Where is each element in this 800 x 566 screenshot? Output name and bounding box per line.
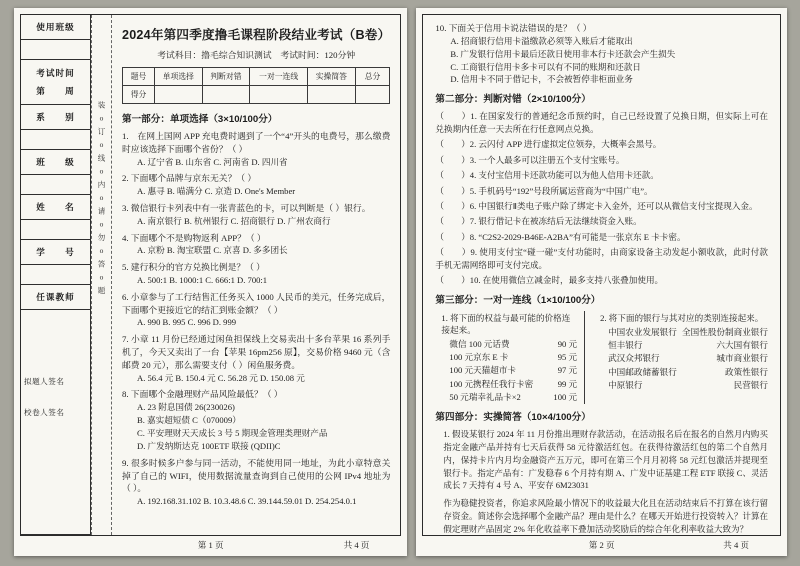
judgment-item-6: （ ）6. 中国银行Ⅱ类电子账户除了绑定卡入金外，还可以从微信支付宝提现入金。: [435, 201, 758, 212]
practical-question-paragraph-1: 1. 假设某银行 2024 年 11 月份推出理财存款活动，在活动报名后在报名的自然月内购买指定金融产品并持有七天后获得 58 元待激活红包。在获得待激活红包的第二个自然月内，保持卡片内月均金融资产五万元，即可在第三个月月初将 58 元红包激活并提现至银行卡。指定产品有：广发稳春 6 个月持有期 A、广发中证基建工程 ETF 联接 C、灵活成长 7 天持有 4 号 A、平安存 6M23031: [443, 429, 768, 491]
match-pair: [608, 352, 768, 365]
option-line: B. 嘉实超短债 C（070009）: [137, 415, 241, 426]
match-left: 微信 100 元话费: [449, 338, 510, 349]
score-empty-cell: [250, 86, 308, 104]
question-setter-signature-label: 拟题人签名: [24, 377, 65, 386]
name-field: [20, 219, 91, 240]
score-header-cell: 判断对错: [202, 68, 250, 86]
option-line: A. 56.4 元 B. 150.4 元 C. 56.28 元 D. 150.08 元: [137, 372, 305, 383]
option-line: A. 23 附息国债 26(230026): [137, 402, 235, 413]
judgment-item-4: （ ）4. 支付宝信用卡还款功能可以为他人信用卡还款。: [435, 170, 659, 181]
match-left: 武汉众邦银行: [608, 353, 660, 364]
question-text: 8. 下面哪个金融理财产品风险最低？（ ）: [122, 389, 283, 400]
score-header-cell: 一对一连线: [250, 68, 308, 86]
question-text: 2. 下面哪个品牌与京东无关？（ ）: [122, 173, 257, 184]
name-label: 姓 名: [20, 194, 91, 220]
option-line: A. 京粉 B. 淘宝联盟 C. 京喜 D. 多多团长: [137, 245, 288, 256]
match-right: 城市商业银行: [716, 353, 768, 364]
binding-line-strip: [91, 15, 112, 535]
match-pair: [608, 326, 768, 339]
binding-line-text: 装o订o线o内o请o勿o答o题: [97, 101, 106, 299]
score-empty-cell: [308, 86, 356, 104]
matching-column-banks-categories: [585, 311, 768, 405]
page-number: 第 1 页: [197, 540, 224, 550]
score-table-header-row: [123, 68, 390, 86]
question-3: [122, 202, 390, 228]
option-line: B. 广发银行信用卡最后还款日使用非本行卡还款会产生损失: [450, 48, 676, 59]
question-9: [122, 457, 390, 508]
exam-page-1: [14, 8, 407, 556]
match-left: 中原银行: [608, 380, 643, 390]
question-text: 4. 下面哪个不是购物返利 APP？（ ）: [122, 232, 266, 243]
match-right: 政策性银行: [725, 366, 768, 377]
judgment-item-3: （ ）3. 一个人最多可以注册五个支付宝账号。: [435, 154, 625, 165]
match-pair: [449, 364, 577, 377]
question-7: [122, 333, 390, 384]
section-1-heading: 第一部分：单项选择（3×10/100分）: [122, 114, 278, 125]
section-3-heading: 第三部分：一对一连线（1×10/100分）: [435, 294, 601, 306]
match-pair: [449, 378, 577, 391]
student-id-label: 学 号: [20, 239, 91, 265]
section-4-heading: 第四部分：实操简答（10×4/100分）: [435, 412, 591, 424]
question-text: 5. 建行积分的官方兑换比例是？（ ）: [122, 262, 265, 273]
proofreader-signature-label: 校卷人签名: [24, 408, 65, 417]
score-header-cell: 题号: [123, 68, 155, 86]
question-1: [122, 130, 390, 168]
option-line: D. 信用卡不同于借记卡，不会被暂停非柜面业务: [450, 74, 633, 85]
match-pair: [608, 366, 768, 379]
exam-time-label: 考试时间: [36, 68, 75, 78]
practical-question-paragraph-2: 作为稳健投资者，你追求风险最小情况下的收益最大化且在活动结束后不打算在该行留存资金。简述你会选择哪个金融产品？理由是什么？在哪天开始进行投资转入？计算在假定理财产品固定 2% 年化收益率下叠加活动奖励后的综合年化利率收益大致为？: [443, 498, 768, 534]
judgment-item-2: （ ）2. 云闪付 APP 进行虚拟定位领券，大概率会黑号。: [435, 139, 662, 150]
match-pair: [449, 351, 577, 364]
exam-page-2: [416, 8, 787, 556]
question-text: 10. 下面关于信用卡说法错误的是？（ ）: [435, 23, 592, 33]
question-5: [122, 261, 390, 287]
page-2-frame: [422, 14, 781, 536]
score-empty-cell: [202, 86, 250, 104]
score-table: [122, 67, 390, 104]
option-line: A. 192.168.31.102 B. 10.3.48.6 C. 39.144.59.01 D. 254.254.0.1: [137, 496, 357, 507]
match-left: 50 元瑞幸礼品卡×2: [449, 392, 521, 402]
total-pages: 共 4 页: [343, 540, 370, 550]
exam-subtitle: 考试科目：撸毛综合知识测试 考试时间：120分钟: [157, 50, 356, 60]
page-number: 第 2 页: [588, 540, 615, 550]
judgment-item-10: （ ）10. 在使用微信立减金时，最多支持八张叠加使用。: [435, 275, 664, 286]
student-info-sidebar: [21, 15, 91, 535]
match-pair: [449, 338, 577, 351]
exam-time-box: [20, 59, 91, 105]
score-header-cell: 总分: [355, 68, 390, 86]
exam-title: 2024年第四季度撸毛课程阶段结业考试（B卷）: [122, 28, 391, 42]
match-right: 100 元: [553, 392, 578, 402]
match-left: 100 元京东 E 卡: [449, 352, 509, 363]
question-text: 9. 很多时候多户参与同一活动，不能使用同一地址，为此小章特意关掉了自己的 WIFI，使用数据流量查询到自己使用的公网 IPv4 地址为（ ）。: [122, 457, 391, 494]
option-line: A. 990 B. 995 C. 996 D. 999: [137, 317, 237, 328]
score-header-cell: 单项选择: [155, 68, 203, 86]
use-class-field: [20, 39, 91, 60]
judgment-item-7: （ ）7. 银行借记卡在被冻结后无法继续资金入账。: [435, 216, 642, 227]
question-6: [122, 291, 390, 329]
judgment-item-1: （ ）1. 在国家发行的普通纪念币预约时，自己已经设置了兑换日期，但实际上可在兑换期内任意一天去所在行任意网点兑换。: [435, 111, 768, 134]
judgment-item-9: （ ）9. 使用支付宝“碰一碰”支付功能时，由商家设备主动发起小额收款，此时付款手机无需网络即可支付完成。: [435, 247, 768, 270]
score-header-cell: 实操简答: [308, 68, 356, 86]
option-line: C. 工商银行信用卡多卡可以有不同的账期和还款日: [450, 61, 641, 72]
score-row-label: 得分: [123, 86, 155, 104]
matching-intro: 1. 将下面的权益与最可能的价格连接起来。: [441, 312, 571, 335]
option-line: C. 平安理财天天成长 3 号 5 期现金管理类理财产品: [137, 428, 328, 439]
score-table-score-row: [123, 86, 390, 104]
matching-column-rights-prices: [435, 311, 585, 405]
student-id-field: [20, 264, 91, 285]
page-1-content: [112, 15, 400, 535]
question-2: [122, 172, 390, 198]
matching-area: [435, 311, 768, 405]
class-label: 班 级: [20, 149, 91, 175]
match-pair: [449, 391, 577, 404]
match-left: 中国农业发展银行: [608, 326, 677, 337]
question-text: 3. 微信银行卡列表中有一张青蓝色的卡，可以判断是（ ）银行。: [122, 203, 371, 214]
signature-box: [20, 309, 91, 535]
match-pair: [608, 339, 768, 352]
matching-intro: 2. 将下面的银行与其对应的类别连接起来。: [600, 312, 764, 323]
question-text: 1. 在网上国网 APP 充电费时遇到了一个“4”开头的电费号，那么缴费时应该选择下面哪个省份？（ ）: [122, 131, 391, 154]
option-line: A. 南京银行 B. 杭州银行 C. 招商银行 D. 广州农商行: [137, 215, 331, 226]
option-line: A. 惠寻 B. 喵满分 C. 京造 D. One's Member: [137, 186, 296, 197]
page-2-footer: [416, 539, 787, 553]
option-line: A. 辽宁省 B. 山东省 C. 河南省 D. 四川省: [137, 156, 288, 167]
match-right: 99 元: [557, 378, 578, 389]
score-empty-cell: [155, 86, 203, 104]
option-line: A. 500:1 B. 1000:1 C. 666:1 D. 700:1: [137, 275, 268, 286]
match-left: 100 元天猫超市卡: [449, 365, 517, 376]
total-pages: 共 4 页: [723, 540, 749, 550]
match-right: 六大国有银行: [716, 340, 768, 351]
judgment-item-8: （ ）8. “C2S2-2029-B46E-A2BA”有可能是一张京东 E 卡卡密。: [435, 231, 686, 242]
question-10: [435, 22, 768, 86]
option-line: D. 广发纳斯达克 100ETF 联接 (QDII)C: [137, 440, 281, 451]
department-field: [20, 129, 91, 150]
match-right: 全国性股份制商业银行: [682, 326, 768, 337]
match-left: 恒丰银行: [608, 340, 643, 351]
section-2-heading: 第二部分：判断对错（2×10/100分）: [435, 94, 591, 106]
option-line: A. 招商银行信用卡溢缴款必须等入账后才能取出: [450, 35, 633, 46]
match-right: 95 元: [557, 352, 578, 363]
use-class-label: 使用班级: [20, 14, 91, 40]
match-right: 90 元: [557, 338, 578, 349]
match-right: 97 元: [557, 365, 578, 376]
class-field: [20, 174, 91, 195]
match-right: 民营银行: [733, 380, 768, 390]
exam-week-label: 第 周: [36, 86, 75, 96]
match-left: 100 元携程任我行卡密: [449, 378, 534, 389]
match-left: 中国邮政储蓄银行: [608, 366, 677, 377]
teacher-label: 任课教师: [20, 284, 91, 310]
question-text: 7. 小章 11 月份已经通过闲鱼担保线上交易卖出十多台苹果 16 系列手机了，今天又卖出了一台【苹果 16pm256 原】，交易价格 9460 元（含邮费 20 元），那么需要支付（ ）闲鱼服务费。: [122, 334, 391, 370]
match-pair: [608, 379, 768, 392]
judgment-item-5: （ ）5. 手机码号“192”号段所属运营商为“中国广电”。: [435, 185, 653, 196]
department-label: 系 别: [20, 104, 91, 130]
question-4: [122, 232, 390, 258]
question-8: [122, 388, 390, 452]
page-1-footer: [14, 539, 407, 553]
page-1-frame: [20, 14, 401, 536]
score-empty-cell: [355, 86, 390, 104]
question-text: 6. 小章参与了工行结售汇任务买入 1000 人民币的美元，任务完成后，下面哪个更接近它的结汇到账金额？（ ）: [122, 291, 391, 315]
